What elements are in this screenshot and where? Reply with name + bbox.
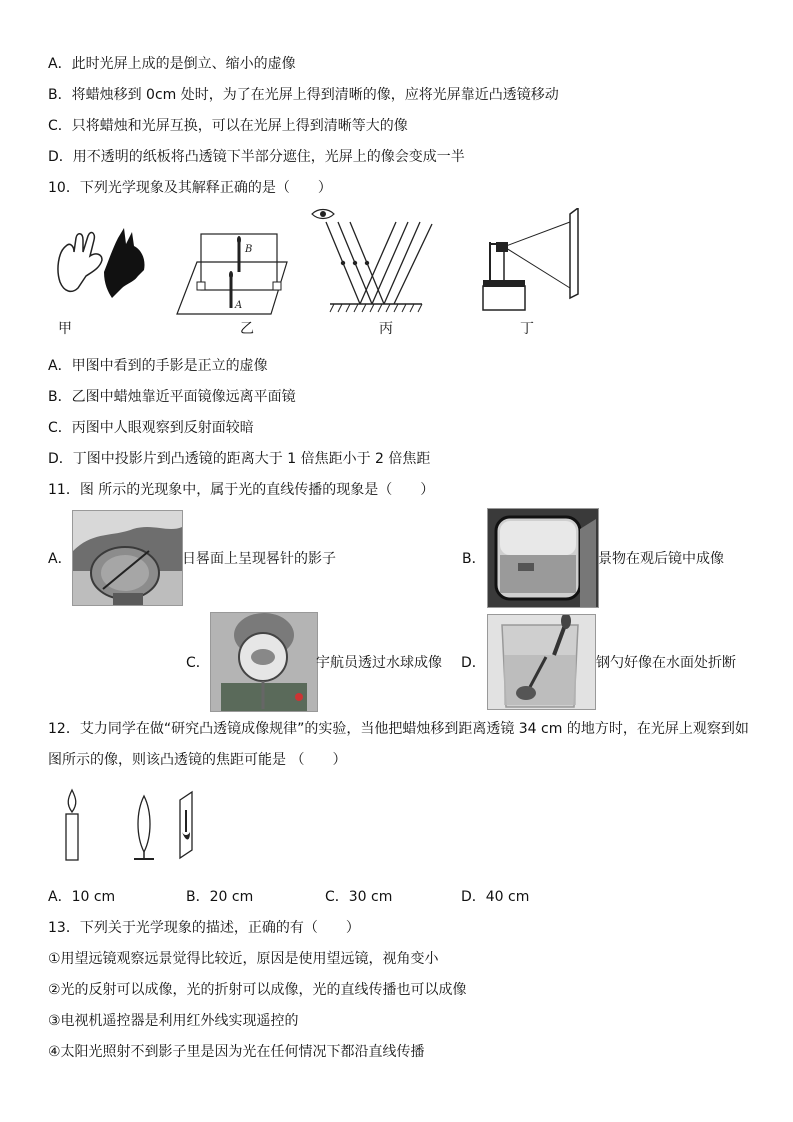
q13-item-1: ①用望远镜观察远景觉得比较近，原因是使用望远镜，视角变小 bbox=[48, 951, 439, 967]
candle-icon bbox=[66, 790, 78, 860]
q11-option-a-text: 日晷面上呈现晷针的影子 bbox=[182, 551, 336, 567]
q12-option-d: D．40 cm bbox=[461, 889, 530, 905]
q13-item-2: ②光的反射可以成像，光的折射可以成像，光的直线传播也可以成像 bbox=[48, 982, 467, 998]
q12-option-a: A．10 cm bbox=[48, 889, 116, 905]
q9-option-c: C．只将蜡烛和光屏互换，可以在光屏上得到清晰等大的像 bbox=[48, 118, 408, 134]
q10-option-c: C．丙图中人眼观察到反射面较暗 bbox=[48, 420, 254, 436]
mirror-label-b: B bbox=[245, 244, 253, 255]
q11-option-c-letter: C． bbox=[186, 655, 210, 671]
q10-stem: 10．下列光学现象及其解释正确的是（ ） bbox=[48, 180, 332, 196]
q9-option-a: A．此时光屏上成的是倒立、缩小的虚像 bbox=[48, 56, 296, 72]
q11-option-a-letter: A． bbox=[48, 551, 72, 567]
q10-option-b: B．乙图中蜡烛靠近平面镜像远离平面镜 bbox=[48, 389, 296, 405]
q11-option-d-letter: D． bbox=[461, 655, 486, 671]
q10-option-a: A．甲图中看到的手影是正立的虚像 bbox=[48, 358, 268, 374]
fig-label-jia: 甲 bbox=[58, 321, 72, 337]
convex-lens-icon bbox=[134, 796, 154, 859]
fig-label-ding: 丁 bbox=[520, 321, 534, 337]
q11-option-b-text: 景物在观后镜中成像 bbox=[598, 551, 724, 567]
screen-icon bbox=[180, 792, 192, 858]
hand-shadow-figure bbox=[52, 222, 152, 304]
q12-stem-line1: 12．艾力同学在做“研究凸透镜成像规律”的实验，当他把蜡烛移到距离透镜 34 cm 的地方时，在光屏上观察到如 bbox=[48, 721, 749, 737]
water-ball-photo bbox=[210, 612, 318, 712]
q13-item-3: ③电视机遥控器是利用红外线实现遥控的 bbox=[48, 1013, 299, 1029]
q10-option-d: D．丁图中投影片到凸透镜的距离大于 1 倍焦距小于 2 倍焦距 bbox=[48, 451, 431, 467]
q11-option-d-text: 钢勺好像在水面处折断 bbox=[596, 655, 736, 671]
rearview-mirror-photo bbox=[487, 508, 599, 608]
q13-item-4: ④太阳光照射不到影子里是因为光在任何情况下都沿直线传播 bbox=[48, 1044, 425, 1060]
projector-figure bbox=[478, 208, 588, 316]
q11-option-b-letter: B． bbox=[462, 551, 486, 567]
q12-stem-line2: 图所示的像，则该凸透镜的焦距可能是 （ ） bbox=[48, 752, 347, 768]
q13-stem: 13．下列关于光学现象的描述，正确的有（ ） bbox=[48, 920, 360, 936]
q9-option-d: D．用不透明的纸板将凸透镜下半部分遮住，光屏上的像会变成一半 bbox=[48, 149, 465, 165]
q11-option-c-text: 宇航员透过水球成像 bbox=[316, 655, 442, 671]
reflection-figure bbox=[310, 208, 440, 318]
plane-mirror-figure bbox=[175, 228, 293, 316]
lens-setup-figure bbox=[60, 788, 200, 864]
q11-stem: 11．图 所示的光现象中，属于光的直线传播的现象是（ ） bbox=[48, 482, 435, 498]
q12-option-c: C．30 cm bbox=[325, 889, 393, 905]
mirror-label-a: A bbox=[235, 300, 243, 311]
sundial-photo bbox=[72, 510, 183, 606]
fig-label-yi: 乙 bbox=[240, 321, 254, 337]
q9-option-b: B．将蜡烛移到 0cm 处时，为了在光屏上得到清晰的像，应将光屏靠近凸透镜移动 bbox=[48, 87, 559, 103]
spoon-in-water-photo bbox=[487, 614, 596, 710]
fig-label-bing: 丙 bbox=[379, 321, 393, 337]
q12-option-b: B．20 cm bbox=[186, 889, 254, 905]
